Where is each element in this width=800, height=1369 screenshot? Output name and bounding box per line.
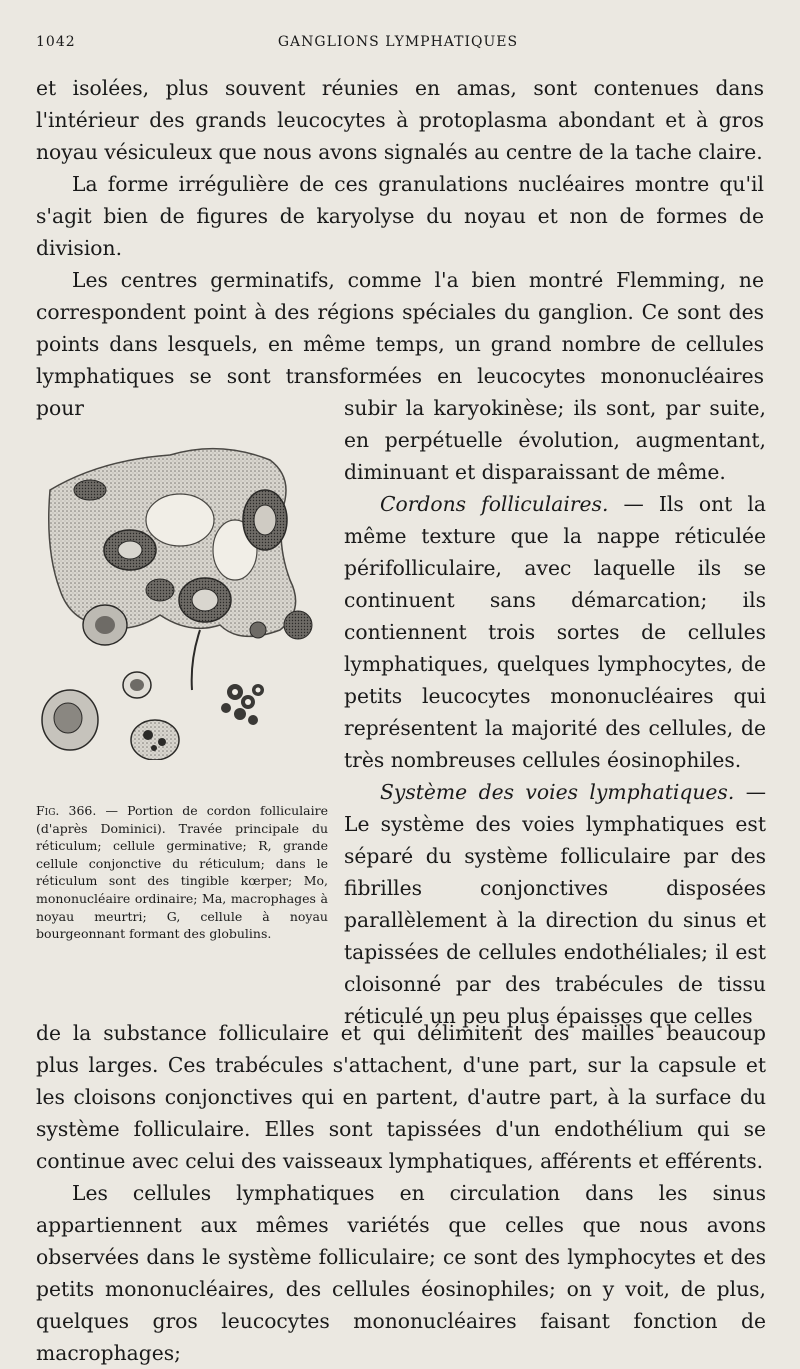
histology-illustration bbox=[30, 430, 330, 760]
paragraph-2: La forme irrégulière de ces granulations nucléaires montre qu'il s'agit bien de figures de karyolyse du noyau et non de formes de division. bbox=[36, 172, 764, 260]
top-text-block bbox=[36, 72, 764, 424]
paragraph-3-full: Les centres germinatifs, comme l'a bien montré Flemming, ne correspondent point à des régions spéciales du ganglion. Ce sont des points dans lesquels, en même temps, un grand nombre de cellules lymphatiques se sont transformées en leucocytes mononucléaires pour bbox=[36, 268, 764, 420]
side-text-block bbox=[344, 392, 766, 1032]
heading-systeme: Système des voies lymphatiques. bbox=[380, 780, 735, 804]
paragraph-4-text: — Ils ont la même texture que la nappe réticulée périfolliculaire, avec laquelle ils se continuent sans démarcation; ils contiennent trois sortes de cellules lymphatiques, quelques lymphocytes, de petits leucocytes mononucléaires qui représentent la majorité des cellules, de très nombreuses cellules éosinophiles. bbox=[344, 492, 766, 772]
page-header bbox=[36, 34, 760, 56]
paragraph-5-side-text: — Le système des voies lymphatiques est séparé du système folliculaire par des fibrilles conjonctives disposées parallèlement à la direction du sinus et tapissées de cellules endothéliales; il est cloisonné par des trabécules de tissu réticulé un peu plus épaisses que celles bbox=[344, 780, 767, 1028]
paragraph-1: et isolées, plus souvent réunies en amas, sont contenues dans l'intérieur des grands leucocytes à protoplasma abondant et à gros noyau vésiculeux que nous avons signalés au centre de la tache claire. bbox=[36, 76, 764, 164]
paragraph-3-side: subir la karyokinèse; ils sont, par suite, en perpétuelle évolution, augmentant, diminuant et disparaissant de même. bbox=[344, 396, 766, 484]
heading-cordons: Cordons folliculaires. bbox=[380, 492, 609, 516]
paragraph-4 bbox=[344, 488, 766, 776]
histology-figure bbox=[30, 430, 330, 760]
bottom-text-block bbox=[36, 1017, 766, 1369]
paragraph-5-side bbox=[344, 776, 766, 1032]
figure-caption bbox=[36, 802, 328, 943]
page-number: 1042 bbox=[36, 34, 76, 50]
running-title: GANGLIONS LYMPHATIQUES bbox=[277, 34, 519, 50]
figure-label: Fig. 366. bbox=[36, 803, 97, 818]
paragraph-5-full: de la substance folliculaire et qui délimitent des mailles beaucoup plus larges. Ces trabécules s'attachent, d'une part, sur la capsule et les cloisons conjonctives qui en partent, d'autre part, à la surface du système folliculaire. Elles sont tapissées d'un endothélium qui se continue avec celui des vaisseaux lymphatiques, afférents et efférents. bbox=[36, 1021, 766, 1173]
figure-caption-text: — Portion de cordon folliculaire (d'après Dominici). Travée principale du réticulum; cellule germinative; R, grande cellule conjonctive du réticulum; dans le réticulum sont des tingible kœrper; Mo, mononucléaire ordinaire; Ma, macrophages à noyau meurtri; G, cellule à noyau bourgeonnant formant des globulins. bbox=[36, 803, 328, 942]
paragraph-6: Les cellules lymphatiques en circulation dans les sinus appartiennent aux mêmes variétés que celles que nous avons observées dans le système folliculaire; ce sont des lymphocytes et des petits mononucléaires, des cellules éosinophiles; on y voit, de plus, quelques gros leucocytes mononucléaires faisant fonction de macrophages; bbox=[36, 1181, 766, 1365]
